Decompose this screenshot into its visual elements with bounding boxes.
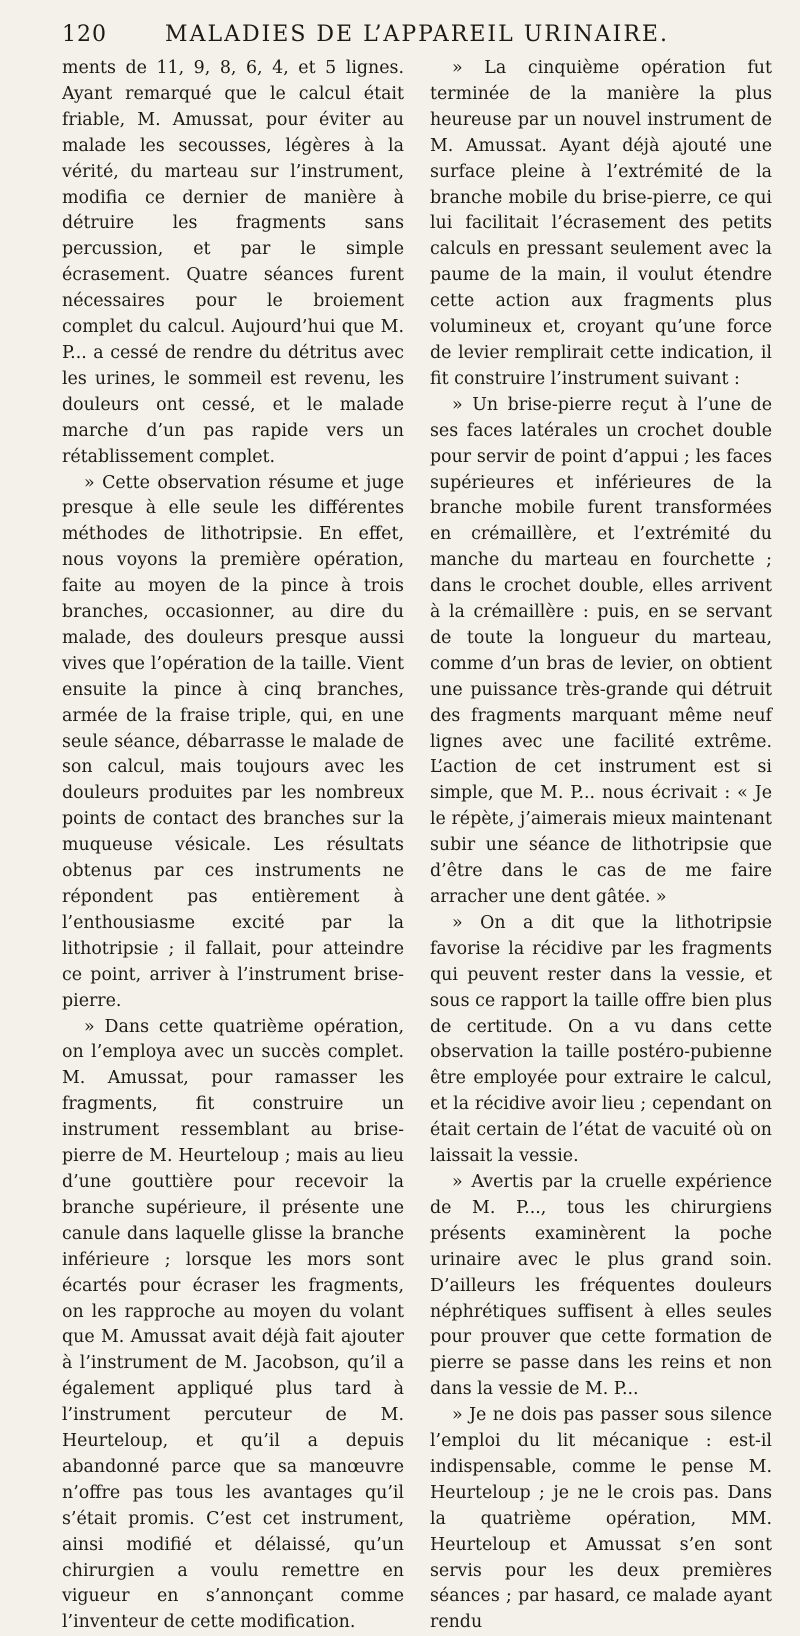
right-column bbox=[430, 56, 772, 1636]
running-head bbox=[62, 14, 772, 54]
page-number: 120 bbox=[62, 22, 107, 47]
running-title: MALADIES DE L’APPAREIL URINAIRE. bbox=[165, 22, 669, 47]
left-column bbox=[62, 56, 404, 1636]
paragraph: ments de 11, 9, 8, 6, 4, et 5 lignes. Ayant remarqué que le calcul était friable, M. Amussat, pour éviter au malade les secousses, légères à la vérité, du marteau sur l’instrument, modifia ce dernier de manière à détruire les fragments sans percussion, et par le simple écrasement. Quatre séances furent nécessaires pour le broiement complet du calcul. Aujourd’hui que M. P... a cessé de rendre du détritus avec les urines, le sommeil est revenu, les douleurs ont cessé, et le malade marche d’un pas rapide vers un rétablissement complet. bbox=[62, 58, 404, 467]
paragraph: » Un brise-pierre reçut à l’une de ses faces latérales un crochet double pour servir de point d’appui ; les faces supérieures et inférieures de la branche mobile furent transformées en crémaillère, et l’extrémité du manche du marteau en fourchette ; dans le crochet double, elles arrivent à la crémaillère : puis, en se servant de toute la longueur du marteau, comme d’un bras de levier, on obtient une puissance très-grande qui détruit des fragments marquant même neuf lignes avec une facilité extrême. L’action de cet instrument est si simple, que M. P... nous écrivait : « Je le répète, j’aimerais mieux maintenant subir une séance de lithotripsie que d’être dans le cas de me faire arracher une dent gâtée. » bbox=[430, 394, 772, 907]
paragraph: » Cette observation résume et juge presque à elle seule les différentes méthodes de lithotripsie. En effet, nous voyons la première opération, faite au moyen de la pince à trois branches, occasionner, au dire du malade, des douleurs presque aussi vives que l’opération de la taille. Vient ensuite la pince à cinq branches, armée de la fraise triple, qui, en une seule séance, débarrasse le malade de son calcul, mais toujours avec les douleurs produites par les nombreux points de contact des branches sur la muqueuse vésicale. Les résultats obtenus par ces instruments ne répondent pas entièrement à l’enthousiasme excité par la lithotripsie ; il fallait, pour atteindre ce point, arriver à l’instrument brise-pierre. bbox=[62, 472, 404, 1011]
paragraph: » Je ne dois pas passer sous silence l’emploi du lit mécanique : est-il indispensable, comme le pense M. Heurteloup ; je ne le crois pas. Dans la quatrième opération, MM. Heurteloup et Amussat s’en sont servis pour les deux premières séances ; par hasard, ce malade ayant rendu bbox=[430, 1405, 772, 1633]
paragraph: » Dans cette quatrième opération, on l’employa avec un succès complet. M. Amussat, pour ramasser les fragments, fit construire un instrument ressemblant au brise-pierre de M. Heurteloup ; mais au lieu d’une gouttière pour recevoir la branche supérieure, il présente une canule dans laquelle glisse la branche inférieure ; lorsque les mors sont écartés pour écraser les fragments, on les rapproche au moyen du volant que M. Amussat avait déjà fait ajouter à l’instrument de M. Jacobson, qu’il a également appliqué plus tard à l’instrument percuteur de M. Heurteloup, et qu’il a depuis abandonné parce que sa manœuvre n’offre pas tous les avantages qu’il s’était promis. C’est cet instrument, ainsi modifié et délaissé, qu’un chirurgien a voulu remettre en vigueur en s’annonçant comme l’inventeur de cette modification. bbox=[62, 1016, 404, 1633]
paragraph: » On a dit que la lithotripsie favorise la récidive par les fragments qui peuvent rester dans la vessie, et sous ce rapport la taille offre bien plus de certitude. On a vu dans cette observation la taille postéro-pubienne être employée pour extraire le calcul, et la récidive avoir lieu ; cependant on était certain de l’état de vacuité où on laissait la vessie. bbox=[430, 912, 772, 1167]
text-columns bbox=[62, 56, 772, 1636]
paragraph: » La cinquième opération fut terminée de la manière la plus heureuse par un nouvel instrument de M. Amussat. Ayant déjà ajouté une surface pleine à l’extrémité de la branche mobile du brise-pierre, ce qui lui facilitait l’écrasement des petits calculs en pressant seulement avec la paume de la main, il voulut étendre cette action aux fragments plus volumineux et, croyant qu’une force de levier remplirait cette indication, il fit construire l’instrument suivant : bbox=[430, 58, 772, 389]
paragraph: » Avertis par la cruelle expérience de M. P..., tous les chirurgiens présents examinèrent la poche urinaire avec le plus grand soin. D’ailleurs les fréquentes douleurs néphrétiques suffisent à elles seules pour prouver que cette formation de pierre se passe dans les reins et non dans la vessie de M. P... bbox=[430, 1171, 772, 1400]
